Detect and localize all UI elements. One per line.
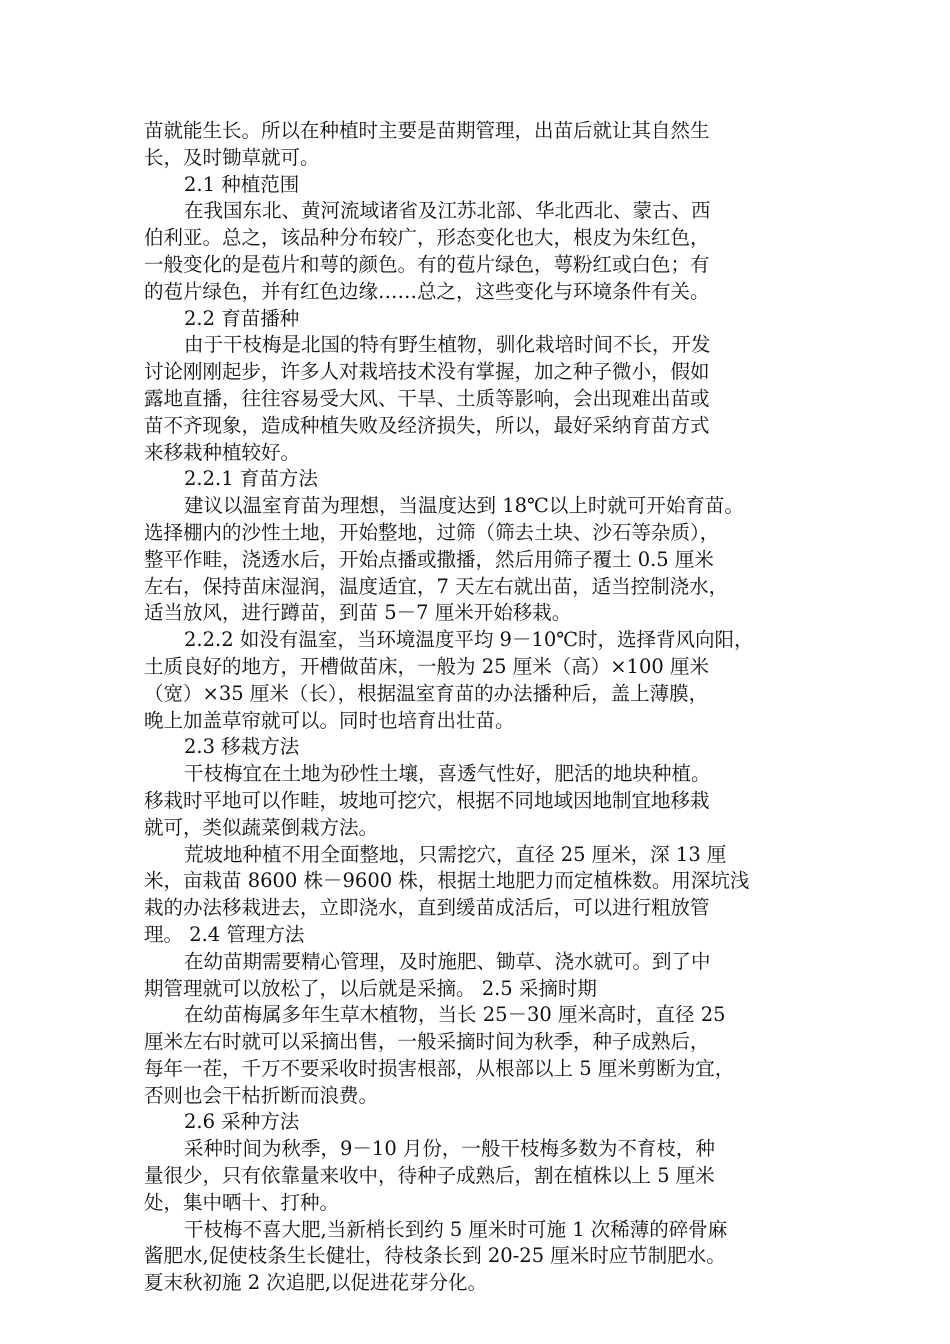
text-line: 伯利亚。总之，该品种分布较广，形态变化也大，根皮为朱红色， <box>144 226 710 250</box>
section-heading: 2.1 种植范围 <box>184 172 300 196</box>
text-line: 夏末秋初施 2 次追肥,以促进花芽分化。 <box>144 1271 488 1295</box>
text-line: 采种时间为秋季，9－10 月份，一般干枝梅多数为不育枝，种 <box>184 1137 715 1161</box>
text-line: 每年一茬，千万不要采收时损害根部，从根部以上 5 厘米剪断为宜， <box>144 1056 735 1080</box>
text-line: 干枝梅不喜大肥,当新梢长到约 5 厘米时可施 1 次稀薄的碎骨麻 <box>184 1217 728 1241</box>
text-line: 适当放风，进行蹲苗，到苗 5－7 厘米开始移栽。 <box>144 601 572 625</box>
text-line: 理。 2.4 管理方法 <box>144 922 305 946</box>
text-line: 在幼苗期需要精心管理，及时施肥、锄草、浇水就可。到了中 <box>184 949 711 973</box>
text-line: 长，及时锄草就可。 <box>144 145 320 169</box>
text-line: 整平作畦，浇透水后，开始点播或撒播，然后用筛子覆土 0.5 厘米 <box>144 547 714 571</box>
text-line: 露地直播，往往容易受大风、干旱、土质等影响，会出现难出苗或 <box>144 386 710 410</box>
text-line: 厘米左右时就可以采摘出售，一般采摘时间为秋季，种子成熟后， <box>144 1030 710 1054</box>
text-line: 来移栽种植较好。 <box>144 440 301 464</box>
text-line: 否则也会干枯折断而浪费。 <box>144 1083 379 1107</box>
text-line: 讨论刚刚起步，许多人对栽培技术没有掌握，加之种子微小，假如 <box>144 360 710 384</box>
text-line: 期管理就可以放松了，以后就是采摘。 2.5 采摘时期 <box>144 976 597 1000</box>
text-line: 在我国东北、黄河流域诸省及江苏北部、华北西北、蒙古、西 <box>184 199 711 223</box>
text-line: 建议以温室育苗为理想，当温度达到 18℃以上时就可开始育苗。 <box>184 494 744 518</box>
text-line: 土质良好的地方，开槽做苗床，一般为 25 厘米（高）×100 厘米 <box>144 654 709 678</box>
section-heading: 2.3 移栽方法 <box>184 735 300 759</box>
section-heading: 2.2.1 育苗方法 <box>184 467 318 491</box>
text-line: 苗不齐现象，造成种植失败及经济损失，所以，最好采纳育苗方式 <box>144 413 710 437</box>
section-heading: 2.2.2 如没有温室，当环境温度平均 9－10℃时，选择背风向阳， <box>184 628 754 652</box>
text-line: 处，集中晒十、打种。 <box>144 1190 340 1214</box>
text-line: 苗就能生长。所以在种植时主要是苗期管理，出苗后就让其自然生 <box>144 119 710 142</box>
text-line: 荒坡地种植不用全面整地，只需挖穴，直径 25 厘米，深 13 厘 <box>184 842 727 866</box>
text-line: 移栽时平地可以作畦，坡地可挖穴，根据不同地域因地制宜地移栽 <box>144 788 710 812</box>
text-line: 米，亩栽苗 8600 株－9600 株，根据土地肥力而定植株数。用深坑浅 <box>144 869 750 893</box>
text-line: 干枝梅宜在土地为砂性土壤，喜透气性好，肥活的地块种植。 <box>184 762 711 786</box>
text-line: 晚上加盖草帘就可以。同时也培育出壮苗。 <box>144 708 515 732</box>
text-line: 选择棚内的沙性土地，开始整地，过筛（筛去土块、沙石等杂质）， <box>144 520 720 544</box>
text-line: 的苞片绿色，并有红色边缘……总之，这些变化与环境条件有关。 <box>144 279 710 303</box>
text-line: 由于干枝梅是北国的特有野生植物，驯化栽培时间不长，开发 <box>184 333 711 357</box>
text-line: 在幼苗梅属多年生草木植物，当长 25－30 厘米高时，直径 25 <box>184 1003 726 1027</box>
text-line: （宽）×35 厘米（长），根据温室育苗的办法播种后，盖上薄膜， <box>144 681 709 705</box>
document-body <box>144 118 812 1297</box>
text-line: 栽的办法移栽进去，立即浇水，直到缓苗成活后，可以进行粗放管 <box>144 896 710 920</box>
text-line: 左右，保持苗床湿润，温度适宜，7 天左右就出苗，适当控制浇水， <box>144 574 729 598</box>
text-line: 量很少，只有依靠量来收中，待种子成熟后，割在植株以上 5 厘米 <box>144 1164 715 1188</box>
text-line: 酱肥水,促使枝条生长健壮，待枝条长到 20-25 厘米时应节制肥水。 <box>144 1244 726 1268</box>
section-heading: 2.2 育苗播种 <box>184 306 300 330</box>
text-line: 一般变化的是苞片和萼的颜色。有的苞片绿色，萼粉红或白色；有 <box>144 252 710 276</box>
text-line: 就可，类似蔬菜倒栽方法。 <box>144 815 379 839</box>
section-heading: 2.6 采种方法 <box>184 1110 300 1134</box>
